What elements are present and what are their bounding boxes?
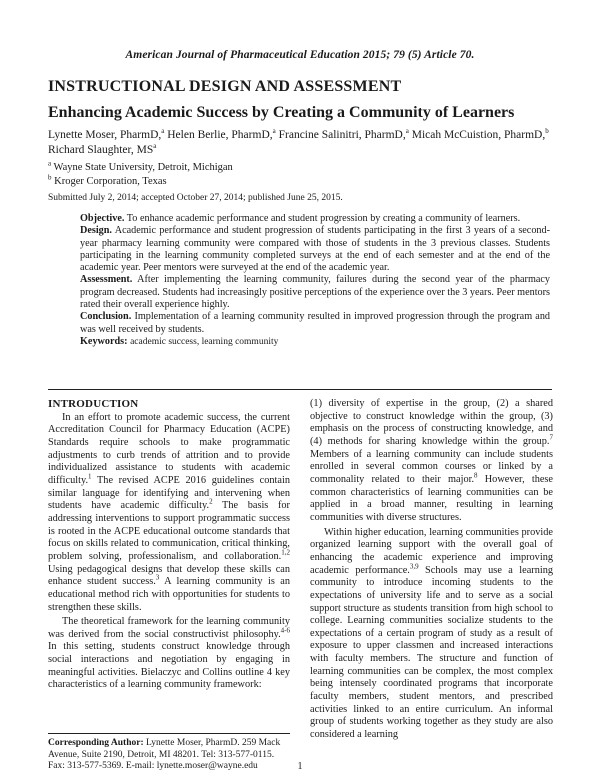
body-text: Within higher education, learning communities provide organized learning support with the overall goal of enhancing the academic experience and improving academic performance. bbox=[310, 526, 553, 576]
affiliation-marker: a bbox=[48, 159, 52, 168]
section-divider bbox=[48, 389, 552, 390]
abstract-design-label: Design. bbox=[80, 225, 112, 237]
abstract-objective bbox=[80, 213, 550, 225]
affiliation-marker: b bbox=[48, 173, 52, 182]
author-name: Helen Berlie, PharmD, bbox=[167, 129, 273, 141]
introduction-heading: INTRODUCTION bbox=[48, 398, 139, 410]
journal-header: American Journal of Pharmaceutical Education 2015; 79 (5) Article 70. bbox=[125, 49, 475, 61]
abstract bbox=[80, 213, 550, 348]
abstract-design-text: Academic performance and student progression of students participating in the first 3 years of a second-year pharmacy learning community were compared with those of students in the 3 previous classes. Students participating in the learning community completed surveys at the end of each semester and at the end of the academic year. Peer mentors were surveyed at the end of the academic year. bbox=[80, 225, 550, 274]
citation-marker: 2 bbox=[209, 497, 213, 506]
author-affil-marker: a bbox=[405, 127, 409, 136]
abstract-assessment-label: Assessment. bbox=[80, 274, 133, 286]
abstract-conclusion-label: Conclusion. bbox=[80, 311, 132, 323]
author-name: Micah McCuistion, PharmD, bbox=[411, 129, 546, 141]
citation-marker: 7 bbox=[549, 433, 553, 442]
body-paragraph bbox=[310, 527, 553, 742]
body-text: A learning community is an educational method rich with opportunities for students to strengthen these skills. bbox=[48, 576, 290, 613]
keywords-label: Keywords: bbox=[80, 335, 128, 347]
body-text: However, these common characteristics of learning communities can be applied in a broad manner, resulting in learning communities with diverse structures. bbox=[310, 473, 553, 523]
body-paragraph bbox=[310, 398, 553, 525]
affiliation-text: Wayne State University, Detroit, Michigan bbox=[53, 162, 233, 173]
body-paragraph bbox=[48, 616, 290, 692]
body-paragraph bbox=[48, 412, 290, 615]
article-title: Enhancing Academic Success by Creating a Community of Learners bbox=[48, 104, 515, 121]
section-heading: INSTRUCTIONAL DESIGN AND ASSESSMENT bbox=[48, 78, 402, 95]
author-affil-marker: a bbox=[161, 127, 165, 136]
body-text: Using pedagogical designs that develop these skills can enhance student success. bbox=[48, 563, 290, 588]
body-text: In an effort to promote academic success, the current Accreditation Council for Pharmacy Education (ACPE) Standards require schools to make programmatic adjustments to curb trends of attrition and to provide individualized assistance to students with academic difficulty. bbox=[48, 411, 290, 486]
body-text: Members of a learning community can include students enrolled in several common courses or linked by a commonality related to their major. bbox=[310, 448, 553, 485]
body-text: The theoretical framework for the learning community was derived from the social constructivist philosophy. bbox=[48, 616, 290, 640]
citation-marker: 3 bbox=[155, 573, 160, 582]
abstract-assessment-text: After implementing the learning community, failures during the second year of the pharmacy program decreased. Students had increasingly positive perceptions of the experience over the 3 years. Peer mentors rated their overall experience highly. bbox=[80, 274, 551, 311]
abstract-objective-label: Objective. bbox=[80, 213, 125, 224]
body-text: Schools may use a learning community to introduce incoming students to the expectations of university life and to serve as a social support structure as students transition from high school to college. Learning communities socialize students to the expectations of a certain program of study as a result of exposure to upper classmen and increased interactions with faculty members. The structure and function of learning communities can be complex, the most complex being intensely coordinated programs that incorporate faculty members, student mentors, and prescribed activities linked to an entire curriculum. An informal group of students working together as they study are also considered a learning bbox=[310, 564, 553, 741]
citation-marker: 1,2 bbox=[281, 548, 290, 557]
abstract-design bbox=[80, 225, 550, 274]
author-name: Lynette Moser, PharmD, bbox=[48, 129, 162, 141]
page-number: 1 bbox=[297, 761, 303, 772]
footnote-label: Corresponding Author: bbox=[48, 738, 144, 748]
author-name: Francine Salinitri, PharmD, bbox=[278, 129, 406, 141]
author-affil-marker: a bbox=[153, 141, 157, 150]
author-affil-marker: b bbox=[545, 127, 549, 136]
body-text: The basis for addressing interventions to support programmatic success is rooted in the ACPE educational outcome standards that focus on skills related to communication, critical thinking, problem solving, professionalism, and collaboration. bbox=[48, 500, 290, 562]
body-text: In this setting, students construct knowledge through social interactions and negotiation by engaging in meaningful activities. Bielaczyc and Collins outline 4 key characteristics of a learning community framework: bbox=[48, 641, 290, 691]
abstract-conclusion-text: Implementation of a learning community resulted in improved progression through the program and was well received by students. bbox=[80, 311, 551, 335]
citation-marker: 8 bbox=[474, 471, 478, 480]
affiliation bbox=[48, 173, 167, 187]
body-text: The revised ACPE 2016 guidelines contain similar language for identifying and intervening when students have academic difficulty. bbox=[48, 474, 290, 512]
submission-dates: Submitted July 2, 2014; accepted October 27, 2014; published June 25, 2015. bbox=[48, 193, 343, 203]
footnote-text: Lynette Moser, PharmD. 259 Mack Avenue, Suite 2190, Detroit, MI 48201. Tel: 313-577-0115. Fax: 313-577-5369. E-mail: lynette.moser@wayne.edu bbox=[48, 738, 281, 771]
citation-marker: 1 bbox=[88, 472, 92, 481]
affiliation bbox=[48, 159, 233, 173]
affiliation-text: Kroger Corporation, Texas bbox=[54, 176, 167, 187]
body-column-right bbox=[310, 398, 553, 742]
citation-marker: 4-6 bbox=[280, 626, 290, 635]
abstract-assessment bbox=[80, 274, 550, 311]
keywords-text: academic success, learning community bbox=[130, 336, 279, 347]
author-list bbox=[48, 128, 568, 157]
author-affil-marker: a bbox=[272, 127, 276, 136]
footnote-rule bbox=[48, 733, 290, 734]
abstract-keywords bbox=[80, 336, 550, 348]
body-column-left bbox=[48, 398, 290, 692]
author-name: Richard Slaughter, MS bbox=[48, 143, 154, 156]
abstract-conclusion bbox=[80, 311, 550, 336]
citation-marker: 3,9 bbox=[409, 562, 419, 571]
body-text: (1) diversity of expertise in the group, (2) a shared objective to construct knowledge within the group, (3) emphasis on the process of constructing knowledge, and (4) methods for sharing knowledge within the group. bbox=[310, 398, 553, 447]
abstract-objective-text: To enhance academic performance and student progression by creating a community of learners. bbox=[126, 213, 521, 224]
